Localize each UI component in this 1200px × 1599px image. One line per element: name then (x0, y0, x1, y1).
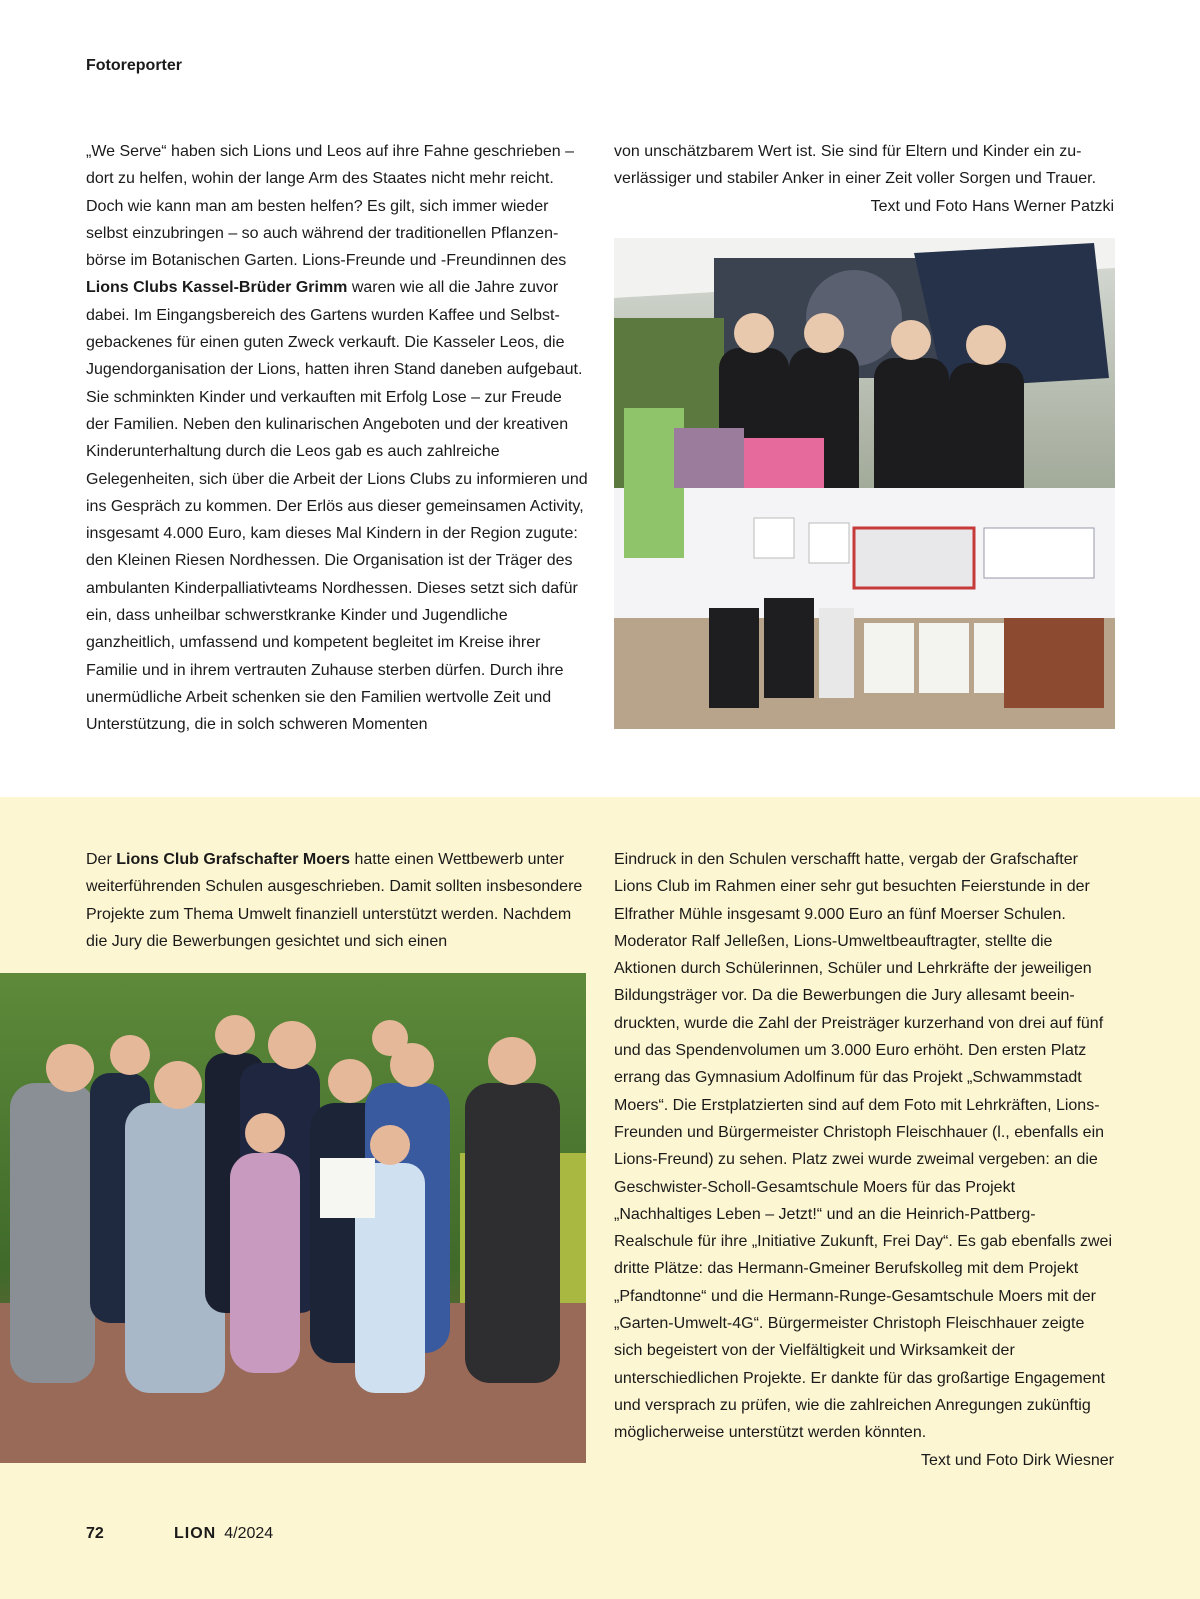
club-name: Lions Clubs Kassel-Brüder Grimm (86, 279, 348, 297)
article2-paragraph-cont: Eindruck in den Schulen verschafft hatte, vergab der Grafschafter Lions Club im Rahmen einer sehr gut besuchten Feierstunde in der Elfrather Mühle insgesamt 9.000 Euro an fünf Moerser Schulen. Moderator Ralf Jelleßen, Lions-Umweltbeauftragter, stellte die Aktionen durch Schülerinnen, Schüler und Lehrkräfte der jeweiligen Bildungsträger vor. Da die Bewerbungen die Jury allesamt beeindruckten, wurde die Zahl der Preisträger kurzerhand von drei auf fünf und das Spendenvolumen um 3.000 Euro erhöht. Den ersten Platz errang das Gymnasium Adolfinum für das Projekt „Schwammstadt Moers“. Die Erstplatzierten sind auf dem Foto mit Lehrkräften, Lions-Freunden und Bürgermeister Christoph Fleischhauer (l., ebenfalls ein Lions-Freund) zu sehen. Platz zwei wurde zweimal vergeben: an die Geschwister-Scholl-Gesamtschule Moers für das Projekt „Nachhaltiges Leben – Jetzt!“ und an die Heinrich-Pattberg-Realschule für ihre „Initiative Zukunft, Frei Day“. Es gab ebenfalls zwei dritte Plätze: das Hermann-Gmeiner Berufskolleg mit dem Projekt „Pfandtonne“ und die Hermann-Runge-Gesamtschule Moers mit der „Garten-Umwelt-4G“. Bürgermeister Christoph Fleischhauer zeigte sich begeistert von der Vielfältigkeit und Wirksamkeit der unterschiedlichen Projekte. Er dankte für das großartige Engagement und versprach zu prüfen, wie die zahlreichen Anregungen zukünftig möglicherweise unterstützt werden könnten. (614, 851, 1112, 1442)
article2-column2 (614, 846, 1114, 1474)
article2-column1 (86, 846, 588, 955)
photo-group-moers (0, 973, 586, 1463)
text-span: Der (86, 851, 117, 868)
text-span: „We Serve“ haben sich Lions und Leos auf ihre Fahne geschrieben – dort zu helfen, wohin der lange Arm des Staates nicht mehr reicht. Doch wie kann man am besten helfen? Es gilt, sich immer wieder selbst einzubringen – so auch während der traditionellen Pflanzenbörse im Botanischen Garten. Lions-Freunde und -Freundinnen des (86, 143, 575, 270)
magazine-name: LION (174, 1525, 217, 1542)
photo-group-moers-image (0, 973, 586, 1463)
text-span: hatte einen Wettbewerb unter weiterführenden Schulen ausgeschrieben. Damit sollten insbesondere Projekte zum Thema Umwelt finanziell unterstützt werden. Nachdem die Jury die Bewerbungen gesichtet und sich einen (86, 851, 583, 950)
page-number: 72 (86, 1525, 104, 1542)
page-footer (86, 1525, 273, 1543)
article2-paragraph (86, 846, 588, 955)
article1-paragraph (86, 138, 588, 739)
issue-number: 4/2024 (224, 1525, 274, 1542)
photo-leos-stand-image (614, 238, 1115, 729)
club-name: Lions Club Grafschafter Moers (116, 851, 351, 868)
photo-credit: Text und Foto Dirk Wiesner (921, 1451, 1114, 1469)
photo-leos-stand (614, 238, 1115, 729)
section-label: Fotoreporter (86, 57, 182, 74)
photo-credit: Text und Foto Hans Werner Patzki (870, 197, 1114, 215)
article1-column2 (614, 138, 1114, 220)
text-span: waren wie all die Jahre zuvor dabei. Im Eingangsbereich des Gartens wurden Kaffee und Selbstgebackenes für einen guten Zweck verkauft. Die Kasseler Leos, die Jugendorganisation der Lions, hatten ihren Stand daneben aufgebaut. Sie schminkten Kinder und verkauften mit Erfolg Lose – zur Freude der Familien. Neben den kulinarischen Angeboten und der kreativen Kinderunterhaltung durch die Leos gab es auch zahlreiche Gelegenheiten, sich über die Arbeit der Lions Clubs zu informieren und ins Gespräch zu kommen. Der Erlös aus dieser gemeinsamen Activity, insgesamt 4.000 Euro, kam dieses Mal Kindern in der Region zugute: den Kleinen Riesen Nordhessen. Die Organisation ist der Träger des ambulanten Kinderpalliativteams Nordhessen. Dieses setzt sich dafür ein, dass unheilbar schwerstkranke Kinder und Jugendliche ganzheitlich, umfassend und kompetent begleitet im Kreise ihrer Familie und in ihrem vertrauten Zuhause sterben dürfen. Durch ihre unermüdliche Arbeit schenken sie den Familien wertvolle Zeit und Unterstützung, die in solch schweren Momenten (86, 279, 588, 734)
article1-column1 (86, 138, 588, 739)
article1-paragraph-cont: von unschätzbarem Wert ist. Sie sind für Eltern und Kinder ein zuverlässiger und stabiler Anker in einer Zeit voller Sorgen und Trauer. (614, 143, 1097, 188)
